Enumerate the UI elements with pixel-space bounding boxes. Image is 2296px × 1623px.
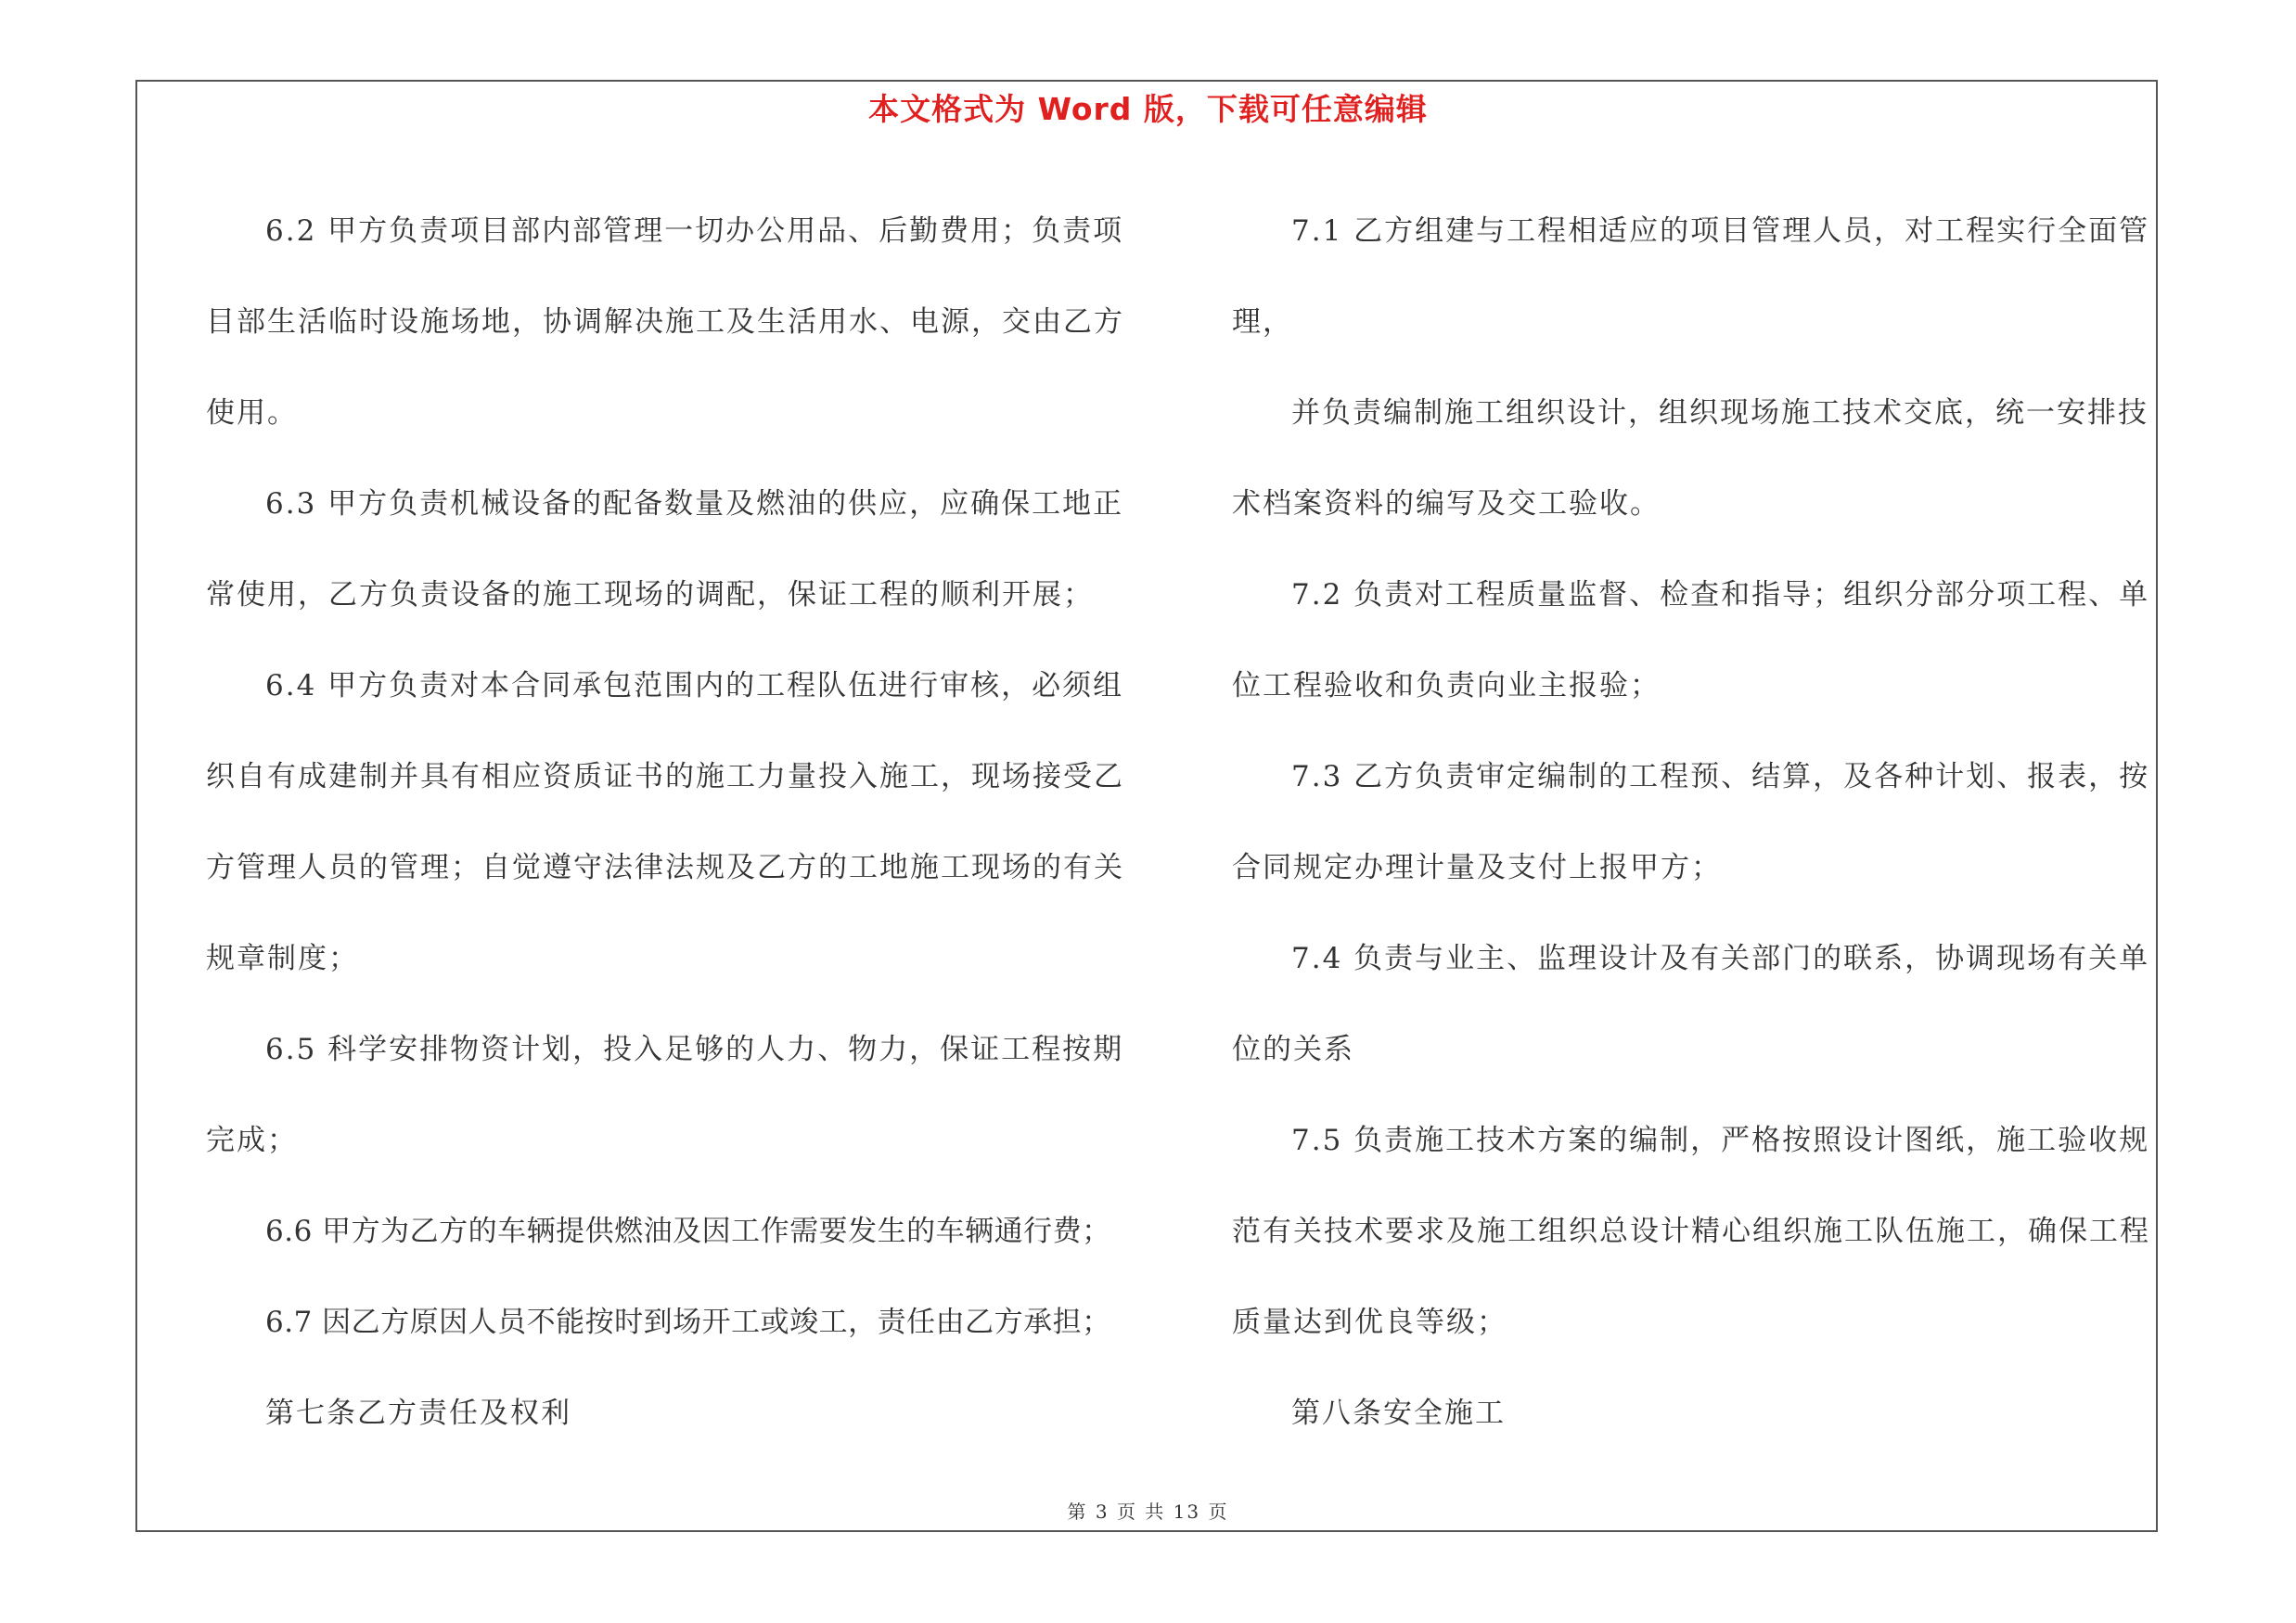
paragraph-line: 织自有成建制并具有相应资质证书的施工力量投入施工，现场接受乙 (206, 760, 1124, 793)
paragraph-line: 使用。 (206, 396, 298, 430)
paragraph-line: 目部生活临时设施场地，协调解决施工及生活用水、电源，交由乙方 (206, 305, 1124, 339)
paragraph-line: 7.4 负责与业主、监理设计及有关部门的联系，协调现场有关单 (1291, 942, 2150, 975)
paragraph-line: 完成； (206, 1124, 298, 1157)
paragraph-line: 常使用，乙方负责设备的施工现场的调配，保证工程的顺利开展； (206, 578, 1094, 612)
page-number-footer: 第 3 页 共 13 页 (1067, 1501, 1229, 1523)
section-heading: 第七条乙方责任及权利 (265, 1397, 571, 1430)
paragraph-line: 6.5 科学安排物资计划，投入足够的人力、物力，保证工程按期 (265, 1033, 1124, 1066)
paragraph-line: 合同规定办理计量及支付上报甲方； (1232, 851, 1722, 884)
right-column (1232, 186, 2150, 1459)
paragraph-line: 规章制度； (206, 942, 359, 975)
paragraph-line: 位工程验收和负责向业主报验； (1232, 669, 1661, 702)
paragraph-line: 术档案资料的编写及交工验收。 (1232, 487, 1661, 521)
paragraph-line: 6.3 甲方负责机械设备的配备数量及燃油的供应，应确保工地正 (265, 487, 1124, 521)
section-heading: 第八条安全施工 (1291, 1397, 1506, 1430)
paragraph-line: 范有关技术要求及施工组织总设计精心组织施工队伍施工，确保工程 (1232, 1215, 2150, 1248)
paragraph-line: 6.6 甲方为乙方的车辆提供燃油及因工作需要发生的车辆通行费； (265, 1215, 1111, 1248)
paragraph-line: 位的关系 (1232, 1033, 1354, 1066)
left-column (206, 186, 1124, 1459)
paragraph-line: 方管理人员的管理；自觉遵守法律法规及乙方的工地施工现场的有关 (206, 851, 1124, 884)
paragraph-line: 7.3 乙方负责审定编制的工程预、结算，及各种计划、报表，按 (1291, 760, 2150, 793)
paragraph-line: 理， (1232, 305, 1293, 339)
paragraph-line: 7.2 负责对工程质量监督、检查和指导；组织分部分项工程、单 (1291, 578, 2150, 612)
paragraph-line: 7.1 乙方组建与工程相适应的项目管理人员，对工程实行全面管 (1291, 214, 2150, 248)
paragraph-line: 6.2 甲方负责项目部内部管理一切办公用品、后勤费用；负责项 (265, 214, 1124, 248)
paragraph-line: 6.7 因乙方原因人员不能按时到场开工或竣工，责任由乙方承担； (265, 1306, 1111, 1339)
paragraph-line: 质量达到优良等级； (1232, 1306, 1507, 1339)
paragraph-line: 7.5 负责施工技术方案的编制，严格按照设计图纸，施工验收规 (1291, 1124, 2150, 1157)
word-format-banner: 本文格式为 Word 版，下载可任意编辑 (868, 91, 1428, 127)
paragraph-line: 6.4 甲方负责对本合同承包范围内的工程队伍进行审核，必须组 (265, 669, 1124, 702)
paragraph-line: 并负责编制施工组织设计，组织现场施工技术交底，统一安排技 (1291, 396, 2148, 430)
